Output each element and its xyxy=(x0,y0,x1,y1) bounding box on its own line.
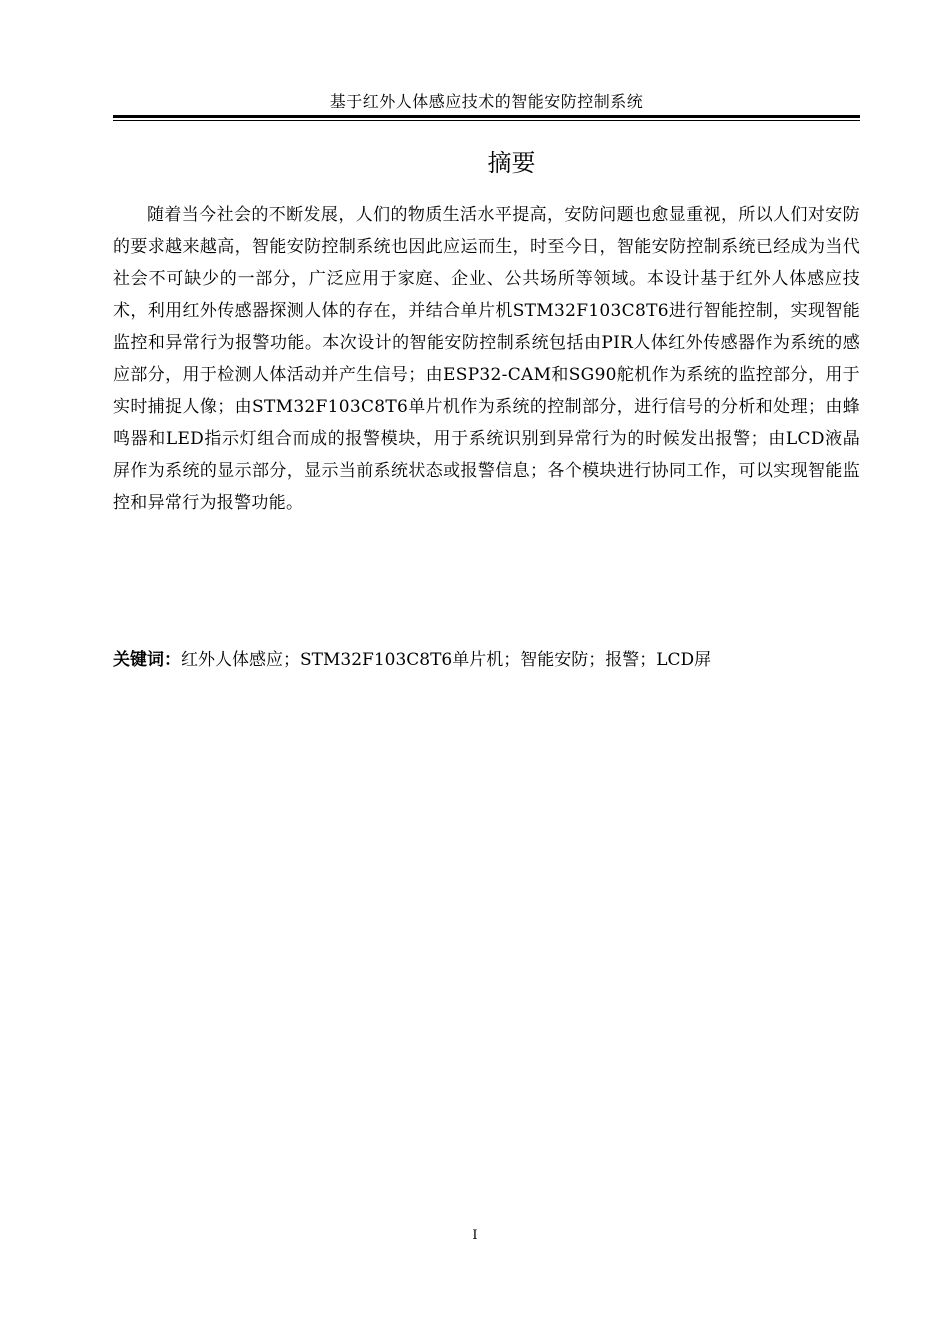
page-number: I xyxy=(472,1228,478,1243)
abstract-body: 随着当今社会的不断发展，人们的物质生活水平提高，安防问题也愈显重视，所以人们对安防的要求越来越高，智能安防控制系统也因此应运而生，时至今日，智能安防控制系统已经成为当代社会不可缺少的一部分，广泛应用于家庭、企业、公共场所等领域。本设计基于红外人体感应技术，利用红外传感器探测人体的存在，并结合单片机STM32F103C8T6进行智能控制，实现智能监控和异常行为报警功能。本次设计的智能安防控制系统包括由PIR人体红外传感器作为系统的感应部分，用于检测人体活动并产生信号；由ESP32-CAM和SG90舵机作为系统的监控部分，用于实时捕捉人像；由STM32F103C8T6单片机作为系统的控制部分，进行信号的分析和处理；由蜂鸣器和LED指示灯组合而成的报警模块，用于系统识别到异常行为的时候发出报警；由LCD液晶屏作为系统的显示部分，显示当前系统状态或报警信息；各个模块进行协同工作，可以实现智能监控和异常行为报警功能。 xyxy=(113,205,860,513)
keywords-line xyxy=(113,646,860,674)
keywords-label: 关键词： xyxy=(113,650,181,670)
header-rule-thin xyxy=(113,120,860,121)
abstract-title: 摘要 xyxy=(487,149,536,177)
keywords-text: 红外人体感应；STM32F103C8T6单片机；智能安防；报警；LCD屏 xyxy=(181,650,712,670)
running-header-title: 基于红外人体感应技术的智能安防控制系统 xyxy=(329,92,644,111)
header-rule-thick xyxy=(113,115,860,118)
